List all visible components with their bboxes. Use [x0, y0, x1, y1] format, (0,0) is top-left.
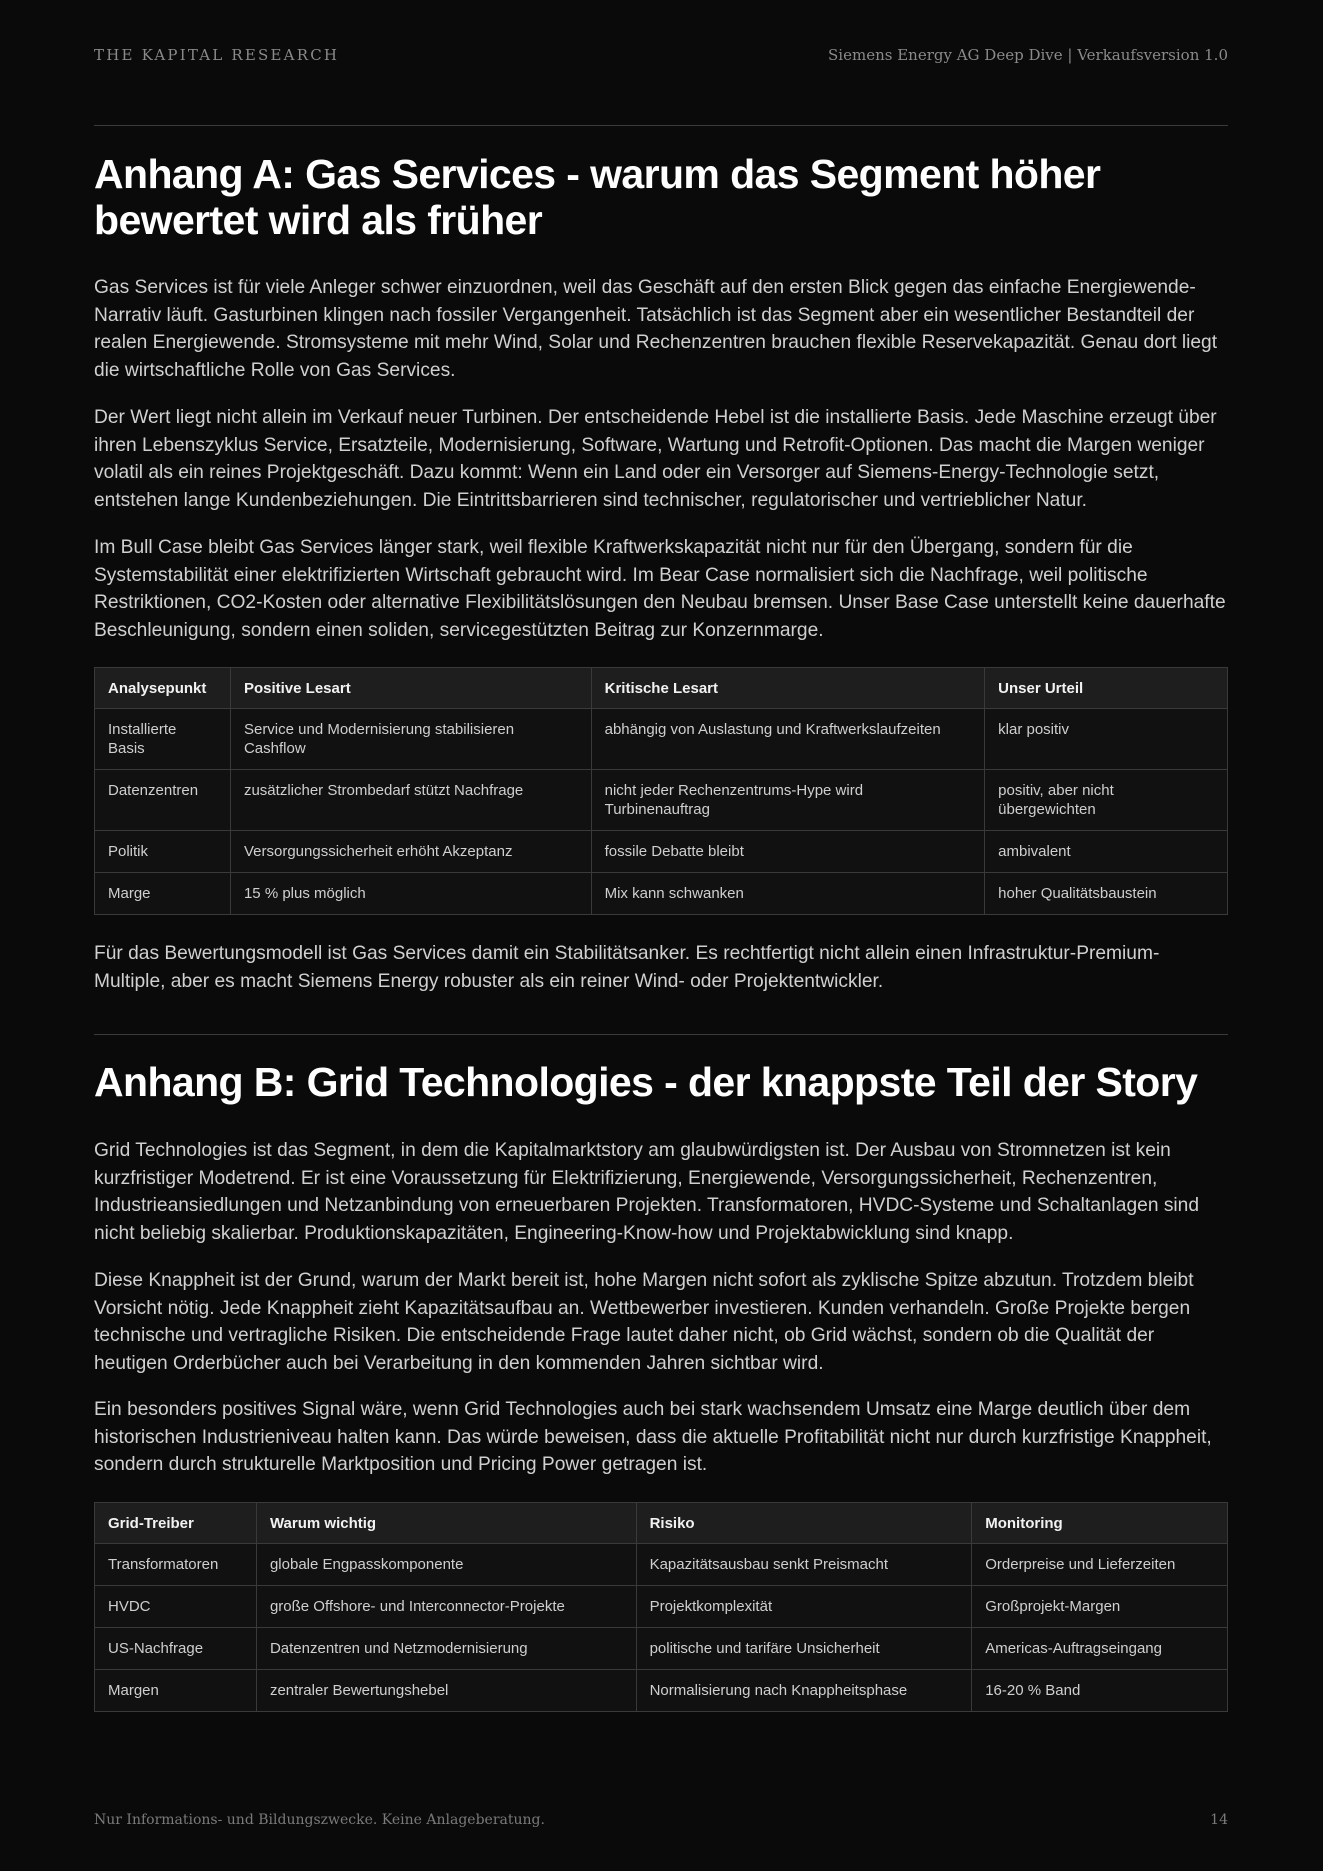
table-row	[95, 770, 1228, 831]
column-header: Positive Lesart	[230, 668, 591, 709]
table-cell: Orderpreise und Lieferzeiten	[972, 1544, 1228, 1586]
table-cell: positiv, aber nicht übergewichten	[985, 770, 1228, 831]
table-cell: große Offshore- und Interconnector-Projekte	[256, 1586, 636, 1628]
page-footer	[94, 1812, 1228, 1828]
grid-technologies-table	[94, 1502, 1228, 1712]
column-header: Warum wichtig	[256, 1503, 636, 1544]
page	[94, 0, 1228, 1871]
table-row	[95, 873, 1228, 915]
column-header: Monitoring	[972, 1503, 1228, 1544]
table-cell: zentraler Bewertungshebel	[256, 1670, 636, 1712]
table-cell: abhängig von Auslastung und Kraftwerkslaufzeiten	[591, 709, 985, 770]
table-cell: klar positiv	[985, 709, 1228, 770]
section-a-title: Anhang A: Gas Services - warum das Segment höher bewertet wird als früher	[94, 151, 1101, 243]
table-cell: Kapazitätsausbau senkt Preismacht	[636, 1544, 972, 1586]
table-header-row	[95, 1503, 1228, 1544]
section-a-paragraph: Im Bull Case bleibt Gas Services länger stark, weil flexible Kraftwerkskapazität nicht nur für den Übergang, sondern für die Systemstabilität einer elektrifizierten Wirtschaft gebraucht wird. Im Bear Case normalisiert sich die Nachfrage, weil politische Restriktionen, CO2-Kosten oder alternative Flexibilitätslösungen den Neubau bremsen. Unser Base Case unterstellt keine dauerhafte Beschleunigung, sondern einen soliden, servicegestützten Beitrag zur Konzernmarge.	[94, 537, 1226, 641]
table-cell: 16-20 % Band	[972, 1670, 1228, 1712]
table-cell: Americas-Auftragseingang	[972, 1628, 1228, 1670]
table-cell: US-Nachfrage	[95, 1628, 257, 1670]
table-cell: Datenzentren und Netzmodernisierung	[256, 1628, 636, 1670]
table-cell: Transformatoren	[95, 1544, 257, 1586]
page-header	[94, 46, 1228, 64]
table-cell: Marge	[95, 873, 231, 915]
table-header-row	[95, 668, 1228, 709]
table-cell: Margen	[95, 1670, 257, 1712]
table-cell: Projektkomplexität	[636, 1586, 972, 1628]
table-row	[95, 1670, 1228, 1712]
table-row	[95, 1628, 1228, 1670]
table-row	[95, 709, 1228, 770]
table-cell: Großprojekt-Margen	[972, 1586, 1228, 1628]
table-cell: Politik	[95, 831, 231, 873]
table-cell: globale Engpasskomponente	[256, 1544, 636, 1586]
table-cell: Service und Modernisierung stabilisieren Cashflow	[230, 709, 591, 770]
column-header: Analysepunkt	[95, 668, 231, 709]
column-header: Risiko	[636, 1503, 972, 1544]
section-divider	[94, 1034, 1228, 1035]
section-b-paragraph: Diese Knappheit ist der Grund, warum der Markt bereit ist, hohe Margen nicht sofort als zyklische Spitze abzutun. Trotzdem bleibt Vorsicht nötig. Jede Knappheit zieht Kapazitätsaufbau an. Wettbewerber investieren. Kunden verhandeln. Große Projekte bergen technische und vertragliche Risiken. Die entscheidende Frage lautet daher nicht, ob Grid wächst, sondern ob die Qualität der heutigen Orderbücher auch bei Verarbeitung in den kommenden Jahren sichtbar wird.	[94, 1270, 1194, 1374]
document-title: Siemens Energy AG Deep Dive | Verkaufsversion 1.0	[828, 46, 1228, 64]
table-cell: zusätzlicher Strombedarf stützt Nachfrage	[230, 770, 591, 831]
table-cell: hoher Qualitätsbaustein	[985, 873, 1228, 915]
table-cell: politische und tarifäre Unsicherheit	[636, 1628, 972, 1670]
section-a-paragraph: Gas Services ist für viele Anleger schwer einzuordnen, weil das Geschäft auf den ersten Blick gegen das einfache Energiewende-Narrativ läuft. Gasturbinen klingen nach fossiler Vergangenheit. Tatsächlich ist das Segment aber ein wesentlicher Bestandteil der realen Energiewende. Stromsysteme mit mehr Wind, Solar und Rechenzentren brauchen flexible Reservekapazität. Genau dort liegt die wirtschaftliche Rolle von Gas Services.	[94, 277, 1218, 381]
table-cell: nicht jeder Rechenzentrums-Hype wird Turbinenauftrag	[591, 770, 985, 831]
table-cell: 15 % plus möglich	[230, 873, 591, 915]
table-cell: Installierte Basis	[95, 709, 231, 770]
header-divider	[94, 125, 1228, 126]
page-number: 14	[1210, 1812, 1228, 1828]
table-cell: fossile Debatte bleibt	[591, 831, 985, 873]
brand-name: THE KAPITAL RESEARCH	[94, 46, 340, 64]
table-cell: Versorgungssicherheit erhöht Akzeptanz	[230, 831, 591, 873]
table-row	[95, 1544, 1228, 1586]
section-b-paragraph: Grid Technologies ist das Segment, in dem die Kapitalmarktstory am glaubwürdigsten ist. Der Ausbau von Stromnetzen ist kein kurzfristiger Modetrend. Er ist eine Voraussetzung für Elektrifizierung, Energiewende, Versorgungssicherheit, Rechenzentren, Industrieansiedlungen und Netzanbindung von erneuerbaren Projekten. Transformatoren, HVDC-Systeme und Schaltanlagen sind nicht beliebig skalierbar. Produktionskapazitäten, Engineering-Know-how und Projektabwicklung sind knapp.	[94, 1140, 1200, 1244]
table-row	[95, 831, 1228, 873]
table-cell: Datenzentren	[95, 770, 231, 831]
column-header: Grid-Treiber	[95, 1503, 257, 1544]
table-cell: Mix kann schwanken	[591, 873, 985, 915]
column-header: Unser Urteil	[985, 668, 1228, 709]
table-cell: Normalisierung nach Knappheitsphase	[636, 1670, 972, 1712]
table-cell: HVDC	[95, 1586, 257, 1628]
section-b-title: Anhang B: Grid Technologies - der knappste Teil der Story	[94, 1059, 1198, 1105]
gas-services-table	[94, 667, 1228, 915]
table-cell: ambivalent	[985, 831, 1228, 873]
disclaimer: Nur Informations- und Bildungszwecke. Keine Anlageberatung.	[94, 1812, 545, 1828]
table-row	[95, 1586, 1228, 1628]
section-b-paragraph: Ein besonders positives Signal wäre, wenn Grid Technologies auch bei stark wachsendem Umsatz eine Marge deutlich über dem historischen Industrieniveau halten kann. Das würde beweisen, dass die aktuelle Profitabilität nicht nur durch kurzfristige Knappheit, sondern durch strukturelle Marktposition und Pricing Power getragen ist.	[94, 1399, 1212, 1475]
column-header: Kritische Lesart	[591, 668, 985, 709]
section-a-paragraph: Der Wert liegt nicht allein im Verkauf neuer Turbinen. Der entscheidende Hebel ist die installierte Basis. Jede Maschine erzeugt über ihren Lebenszyklus Service, Ersatzteile, Modernisierung, Software, Wartung und Retrofit-Optionen. Das macht die Margen weniger volatil als ein reines Projektgeschäft. Dazu kommt: Wenn ein Land oder ein Versorger auf Siemens-Energy-Technologie setzt, entstehen lange Kundenbeziehungen. Die Eintrittsbarrieren sind technischer, regulatorischer und vertrieblicher Natur.	[94, 407, 1217, 511]
section-a-closing-paragraph: Für das Bewertungsmodell ist Gas Services damit ein Stabilitätsanker. Es rechtfertigt nicht allein einen Infrastruktur-Premium-Multiple, aber es macht Siemens Energy robuster als ein reiner Wind- oder Projektentwickler.	[94, 943, 1160, 992]
